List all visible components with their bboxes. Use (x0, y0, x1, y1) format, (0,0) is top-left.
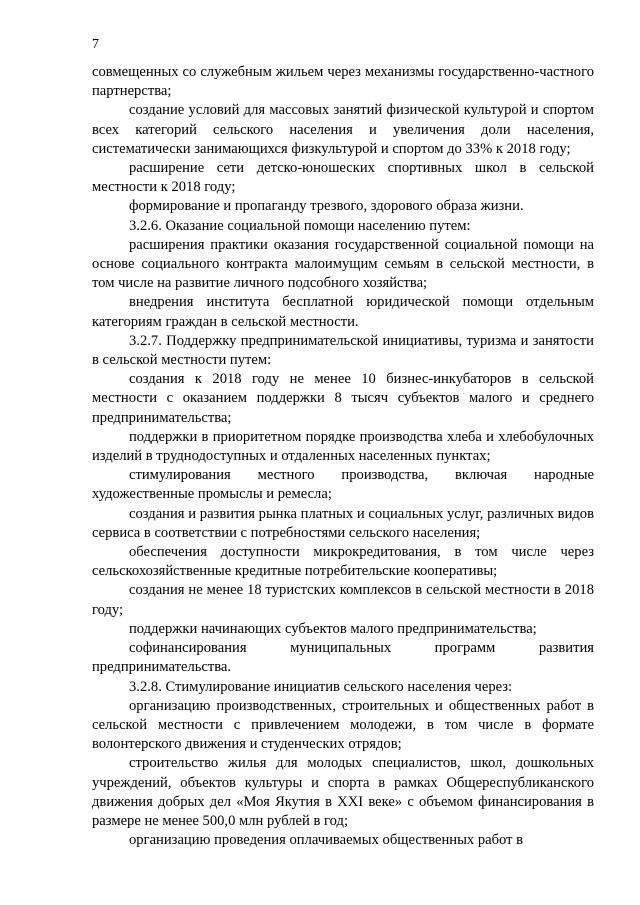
paragraph-3: расширение сети детско-юношеских спортивных школ в сельской местности к 2018 году; (92, 160, 594, 196)
page-number: 7 (92, 37, 99, 52)
paragraph-14: создания не менее 18 туристских комплексов в сельской местности в 2018 году; (92, 582, 594, 618)
paragraph-19: строительство жилья для молодых специалистов, школ, дошкольных учреждений, объектов культуры и спорта в рамках Общереспубликанского движения добрых дел «Моя Якутия в XXI веке» с объемом финансирования в размере не менее 500,0 млн рублей в год; (92, 755, 594, 829)
paragraph-7: внедрения института бесплатной юридической помощи отдельным категориям граждан в сельской местности. (92, 294, 594, 330)
document-body (92, 63, 594, 850)
paragraph-18: организацию производственных, строительных и общественных работ в сельской местности с привлечением молодежи, в том числе в формате волонтерского движения и студенческих отрядов; (92, 697, 594, 753)
paragraph-2: создание условий для массовых занятий физической культурой и спортом всех категорий сельского населения и увеличения доли населения, систематически занимающихся физкультурой и спортом до 33% к 2018 году; (92, 102, 594, 157)
section-heading-3-2-7: 3.2.7. Поддержку предпринимательской инициативы, туризма и занятости в сельской местности путем: (92, 332, 594, 369)
paragraph-11: стимулирования местного производства, включая народные художественные промыслы и ремесла; (92, 467, 594, 503)
paragraph-9: создания к 2018 году не менее 10 бизнес-инкубаторов в сельской местности с оказанием поддержки 8 тысяч субъектов малого и среднего предпринимательства; (92, 371, 594, 426)
section-heading-3-2-6: 3.2.6. Оказание социальной помощи населению путем: (129, 217, 471, 234)
paragraph-20: организацию проведения оплачиваемых общественных работ в (129, 832, 524, 849)
paragraph-1: совмещенных со служебным жильем через механизмы государственно-частного партнерства; (92, 64, 594, 100)
paragraph-4: формирование и пропаганду трезвого, здорового образа жизни. (129, 198, 524, 215)
section-heading-3-2-8: 3.2.8. Стимулирование инициатив сельского населения через: (129, 678, 513, 695)
paragraph-12: создания и развития рынка платных и социальных услуг, различных видов сервиса в соответствии с потребностями сельского населения; (92, 505, 594, 541)
paragraph-16: софинансирования муниципальных программ развития предпринимательства. (92, 640, 594, 676)
paragraph-13: обеспечения доступности микрокредитования, в том числе через сельскохозяйственные кредитные потребительские кооперативы; (92, 544, 594, 580)
paragraph-10: поддержки в приоритетном порядке производства хлеба и хлебобулочных изделий в труднодоступных и отдаленных населенных пунктах; (92, 428, 594, 465)
paragraph-15: поддержки начинающих субъектов малого предпринимательства; (129, 620, 537, 637)
paragraph-6: расширения практики оказания государственной социальной помощи на основе социального контракта малоимущим семьям в сельской местности, в том числе на развитие личного подсобного хозяйства; (92, 236, 594, 292)
